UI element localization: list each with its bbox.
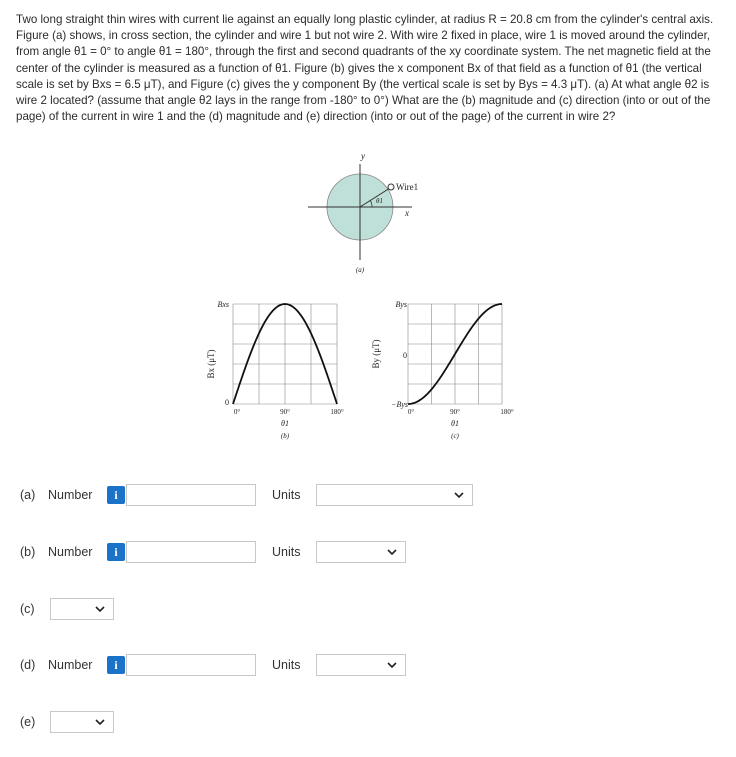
- answer-a-units-label: Units: [272, 488, 301, 502]
- answer-c-label: (c): [20, 602, 35, 616]
- answer-d-number-input[interactable]: [126, 654, 256, 676]
- answer-d-units-label: Units: [272, 658, 301, 672]
- answer-a-units-select[interactable]: [316, 484, 473, 506]
- figure-a-caption: (a): [355, 266, 365, 274]
- figure-c-zero-label: 0: [403, 351, 407, 360]
- figure-c-x-label: θ1: [451, 419, 459, 428]
- answer-b-info-button[interactable]: i: [107, 543, 125, 561]
- answer-a-info-button[interactable]: i: [107, 486, 125, 504]
- wire1-dot: [388, 184, 394, 190]
- chevron-down-icon: [387, 547, 397, 557]
- answer-b-number-input[interactable]: [126, 541, 256, 563]
- figure-b-ymax-label: Bxs: [217, 300, 229, 309]
- answer-e-label: (e): [20, 715, 36, 729]
- answer-a-label: (a): [20, 488, 36, 502]
- figure-b-tick-90: 90°: [280, 408, 290, 416]
- answer-e-direction-select[interactable]: [50, 711, 114, 733]
- figure-b-tick-180: 180°: [330, 408, 344, 416]
- chevron-down-icon: [387, 660, 397, 670]
- chevron-down-icon: [95, 604, 105, 614]
- answer-a-number-input[interactable]: [126, 484, 256, 506]
- figure-c: [365, 290, 525, 450]
- answer-b-units-select[interactable]: [316, 541, 406, 563]
- figure-b-y-axis-title: Bx (μT): [206, 349, 216, 379]
- chevron-down-icon: [454, 490, 464, 500]
- figure-b: [198, 290, 358, 450]
- figure-c-y-axis-title: By (μT): [371, 339, 381, 369]
- answer-b-label: (b): [20, 545, 36, 559]
- figure-a: [300, 150, 440, 280]
- figure-b-tick-0: 0°: [233, 408, 241, 416]
- figure-b-x-label: θ1: [281, 419, 289, 428]
- question-text: Two long straight thin wires with current lie against an equally long plastic cylinder, at radius R = 20.8 cm from the cylinder's central axis. Figure (a) shows, in cross section, the cylinder and wire 1 but not wire 2. With wire 2 fixed in place, wire 1 is moved around the cylinder, from angle θ1 = 0° to angle θ1 = 180°, through the first and second quadrants of the xy coordinate system. The net magnetic field at the center of the cylinder is measured as a function of θ1. Figure (b) gives the x component Bx of that field as a function of θ1 (the vertical scale is set by Bxs = 6.5 μT), and Figure (c) gives the y component By (the vertical scale is set by Bys = 4.3 μT). (a) At what angle θ2 is wire 2 located? (assume that angle θ2 lays in the range from -180° to 0°) What are the (b) magnitude and (c) direction (into or out of the page) of the current in wire 1 and the (d) magnitude and (e) direction (into or out of the page) of the current in wire 2?: [16, 13, 714, 124]
- figure-b-zero-label: 0: [225, 398, 229, 407]
- answer-d-number-label: Number: [48, 658, 93, 672]
- figure-c-tick-180: 180°: [500, 408, 514, 416]
- answer-d-label: (d): [20, 658, 36, 672]
- figure-a-theta-label: θ1: [376, 197, 383, 205]
- answer-d-info-button[interactable]: i: [107, 656, 125, 674]
- figure-c-tick-90: 90°: [450, 408, 460, 416]
- answer-d-units-select[interactable]: [316, 654, 406, 676]
- chevron-down-icon: [95, 717, 105, 727]
- answer-a-number-label: Number: [48, 488, 93, 502]
- figure-c-caption: (c): [451, 432, 459, 440]
- figure-a-x-label: x: [405, 208, 409, 218]
- figure-c-ytop-label: Bys: [395, 300, 407, 309]
- answer-c-direction-select[interactable]: [50, 598, 114, 620]
- wire1-label: Wire1: [396, 182, 419, 192]
- answer-b-units-label: Units: [272, 545, 301, 559]
- figure-c-tick-0: 0°: [407, 408, 415, 416]
- figure-c-ybottom-label: −Bys: [391, 400, 408, 409]
- figure-b-caption: (b): [280, 432, 290, 440]
- figure-a-y-label: y: [361, 151, 365, 161]
- answer-b-number-label: Number: [48, 545, 93, 559]
- figure-b-grid: [233, 304, 337, 404]
